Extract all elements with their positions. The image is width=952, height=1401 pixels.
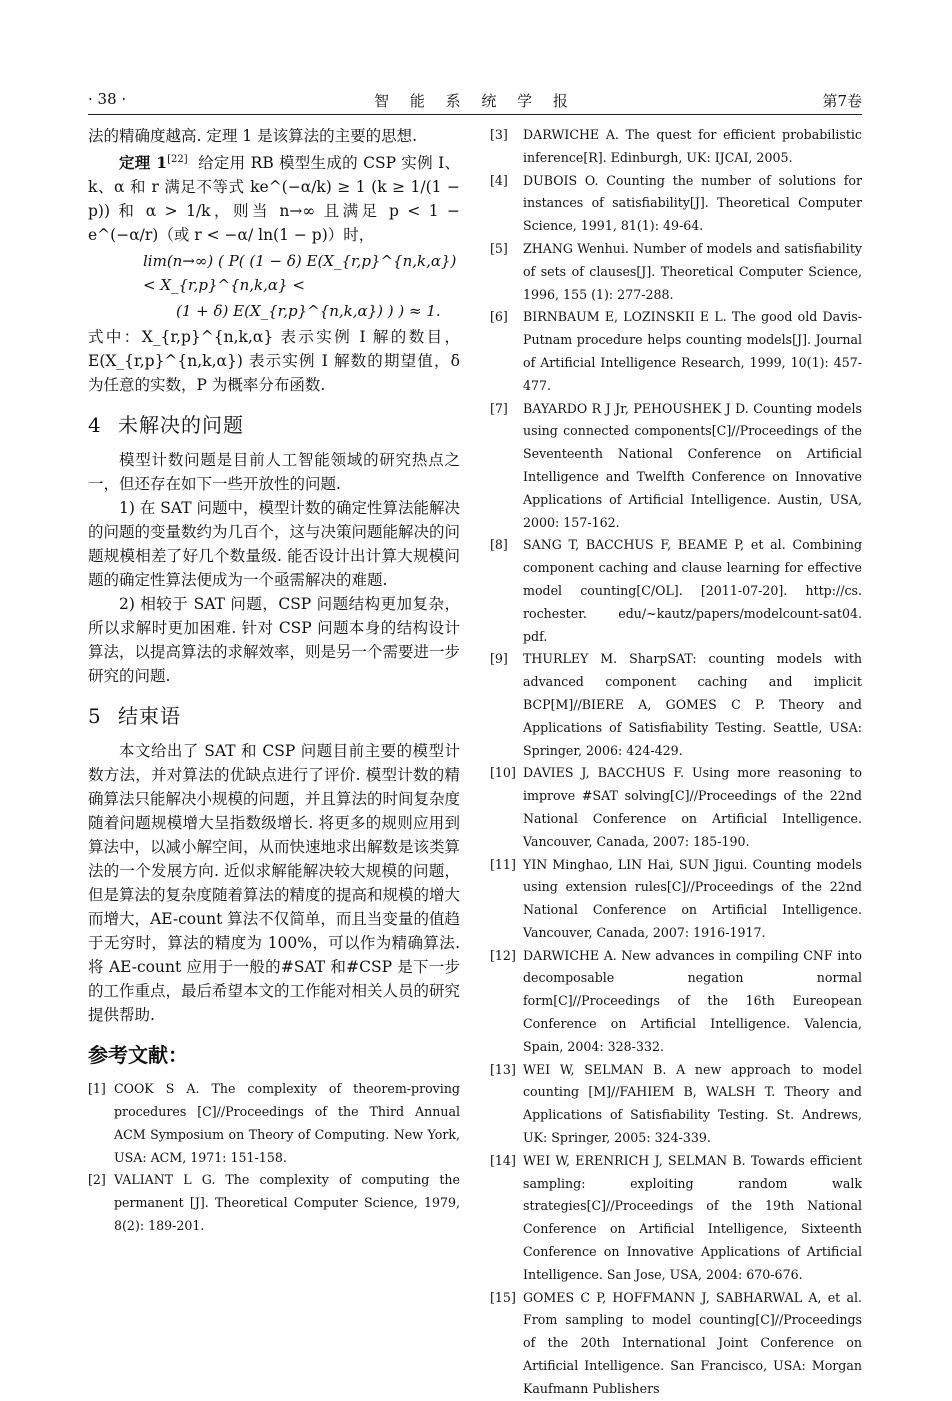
theorem-label: 定理 1 — [119, 153, 168, 173]
reference-item — [490, 534, 862, 648]
reference-item — [490, 854, 862, 945]
reference-item — [490, 648, 862, 762]
reference-item — [490, 170, 862, 238]
formula-line-1: lim(n→∞) ( P( (1 − δ) E(X_{r,p}^{n,k,α}) < X_{r,p}^{n,k,α} < — [143, 252, 457, 295]
reference-item — [88, 1078, 460, 1169]
reference-item — [88, 1169, 460, 1237]
reference-text: WEI W, ERENRICH J, SELMAN B. Towards efficient sampling: exploiting random walk strategies[C]//Proceedings of the 19th National Conference on Artificial Intelligence, Sixteenth Conference on Innovative Applications of Artificial Intelligence. San Jose, USA, 2004: 670-676. — [523, 1152, 862, 1282]
reference-text: THURLEY M. SharpSAT: counting models with advanced component caching and implicit BCP[M]//BIERE A, GOMES C P. Theory and Applications of Satisfiability Testing. Seattle, USA: Springer, 2006: 424-429. — [523, 651, 862, 758]
right-column — [490, 124, 862, 1401]
reference-item — [490, 1287, 862, 1401]
reference-text: YIN Minghao, LIN Hai, SUN Jigui. Counting models using extension rules[C]//Proceedings of the 22nd National Conference on Artificial Intelligence. Vancouver, Canada, 2007: 1916-1917. — [523, 856, 862, 940]
reference-number: [13] — [490, 1061, 516, 1077]
reference-item — [490, 1150, 862, 1287]
reference-number: [4] — [490, 172, 508, 188]
section-title: 结束语 — [118, 704, 181, 729]
paragraph: 法的精确度越高. 定理 1 是该算法的主要的思想. — [88, 127, 417, 145]
reference-item — [490, 762, 862, 853]
reference-text: BAYARDO R J Jr, PEHOUSHEK J D. Counting models using connected components[C]//Proceedings of the Seventeenth National Conference on Artificial Intelligence and Twelfth Conference on Innovative Applications of Artificial Intelligence. Austin, USA, 2000: 157-162. — [523, 400, 862, 530]
references-title: 参考文献： — [88, 1043, 188, 1068]
reference-text: SANG T, BACCHUS F, BEAME P, et al. Combining component caching and clause learning for effective model counting[C/OL]. [2011-07-20]. http://cs. rochester. edu/~kautz/papers/modelcount-sat04. pdf. — [523, 537, 862, 644]
reference-number: [15] — [490, 1289, 516, 1305]
reference-text: WEI W, SELMAN B. A new approach to model counting [M]//FAHIEM B, WALSH T. Theory and Applications of Satisfiability Testing. St. Andrews, UK: Springer, 2005: 324-339. — [523, 1061, 862, 1146]
reference-item — [490, 238, 862, 306]
section-heading-5 — [88, 700, 460, 729]
reference-number: [9] — [490, 651, 508, 667]
paragraph: 2) 相较于 SAT 问题，CSP 问题结构更加复杂，所以求解时更加困难. 针对 CSP 问题本身的结构设计算法，以提高算法的求解效率，则是另一个需要进一步研究的问题. — [88, 595, 461, 686]
theorem-citation: [22] — [167, 154, 188, 165]
reference-item — [490, 306, 862, 397]
reference-number: [7] — [490, 400, 508, 416]
journal-title: 智 能 系 统 学 报 — [374, 92, 576, 110]
reference-text: DARWICHE A. The quest for efficient probabilistic inference[R]. Edinburgh, UK: IJCAI, 2005. — [523, 127, 862, 165]
reference-number: [3] — [490, 127, 508, 142]
page-number: · 38 · — [88, 90, 127, 108]
section-number: 5 — [88, 704, 102, 729]
reference-number: [5] — [490, 240, 508, 256]
reference-item — [490, 1059, 862, 1150]
reference-number: [6] — [490, 309, 508, 325]
paragraph: 模型计数问题是目前人工智能领域的研究热点之一，但还存在如下一些开放性的问题. — [88, 451, 460, 494]
formula-line-2: (1 + δ) E(X_{r,p}^{n,k,α}) ) ) ≈ 1. — [176, 302, 441, 321]
volume-label: 第7卷 — [822, 92, 862, 110]
paragraph: 本文给出了 SAT 和 CSP 问题目前主要的模型计数方法，并对算法的优缺点进行了评价. 模型计数的精确算法只能解决小规模的问题，并且算法的时间复杂度随着问题规模增大呈指数级增长. 将更多的规则应用到算法中，以减小解空间，从而快速地求出解数是该类算法的一个发展方向. 近似求解能解决较大规模的问题，但是算法的复杂度随着算法的精度的提高和规模的增大而增大，AE-count 算法不仅简单，而且当变量的值趋于无穷时，算法的精度为 100%，可以作为精确算法. 将 AE-count 应用于一般的#SAT 和#CSP 是下一步的工作重点，最后希望本文的工作能对相关人员的研究提供帮助. — [88, 742, 461, 1025]
reference-item — [490, 398, 862, 535]
reference-number: [14] — [490, 1152, 516, 1168]
page-header — [88, 86, 862, 115]
reference-text: DARWICHE A. New advances in compiling CNF into decomposable negation normal form[C]//Proceedings of the 16th Eureopean Conference on Artificial Intelligence. Valencia, Spain, 2004: 328-332. — [523, 947, 862, 1054]
reference-number: [8] — [490, 537, 508, 553]
reference-text: BIRNBAUM E, LOZINSKII E L. The good old Davis-Putnam procedure helps counting models[J]. Journal of Artificial Intelligence Research, 1999, 10(1): 457-477. — [523, 309, 862, 393]
section-title: 未解决的问题 — [118, 413, 244, 438]
section-heading-4 — [88, 409, 460, 438]
reference-item — [490, 945, 862, 1059]
reference-text: ZHANG Wenhui. Number of models and satisfiability of sets of clauses[J]. Theoretical Computer Science, 1996, 155 (1): 277-288. — [523, 240, 862, 302]
theorem-text: 给定用 RB 模型生成的 CSP 实例 I、k、α 和 r 满足不等式 ke^(−α/k) ≥ 1 (k ≥ 1/(1 − p)) 和 α > 1/k，则当 n→∞ 且满足 p < 1 − e^(−α/r)（或 r < −α/ ln(1 − p)）时， — [88, 154, 461, 245]
reference-text: DAVIES J, BACCHUS F. Using more reasoning to improve #SAT solving[C]//Proceedings of the 22nd National Conference on Artificial Intelligence. Vancouver, Canada, 2007: 185-190. — [523, 765, 862, 849]
reference-text: COOK S A. The complexity of theorem-proving procedures [C]//Proceedings of the Third Annual ACM Symposium on Theory of Computing. New York, USA: ACM, 1971: 151-158. — [114, 1081, 460, 1165]
paragraph: 1) 在 SAT 问题中，模型计数的确定性算法能解决的问题的变量数约为几百个，这与决策问题能解决的问题规模相差了好几个数量级. 能否设计出计算大规模问题的确定性算法便成为一个亟需解决的难题. — [88, 499, 461, 590]
reference-text: VALIANT L G. The complexity of computing the permanent [J]. Theoretical Computer Science, 1979, 8(2): 189-201. — [114, 1172, 460, 1233]
reference-number: [11] — [490, 856, 516, 872]
reference-number: [1] — [88, 1081, 106, 1097]
reference-number: [12] — [490, 947, 516, 963]
reference-number: [10] — [490, 765, 516, 781]
left-column — [88, 124, 460, 1238]
reference-text: DUBOIS O. Counting the number of solutions for instances of satisfiability[J]. Theoretical Computer Science, 1991, 81(1): 49-64. — [523, 172, 862, 234]
formula-note: 式中：X_{r,p}^{n,k,α} 表示实例 I 解的数目，E(X_{r,p}^{n,k,α}) 表示实例 I 解数的期望值，δ 为任意的实数，P 为概率分布函数. — [88, 328, 460, 395]
reference-item — [490, 124, 862, 170]
section-number: 4 — [88, 413, 102, 438]
theorem-paragraph — [88, 148, 460, 247]
reference-number: [2] — [88, 1172, 106, 1188]
reference-text: GOMES C P, HOFFMANN J, SABHARWAL A, et al. From sampling to model counting[C]//Proceedings of the 20th International Joint Conference on Artificial Intelligence. San Francisco, USA: Morgan Kaufmann Publishers — [523, 1289, 862, 1396]
